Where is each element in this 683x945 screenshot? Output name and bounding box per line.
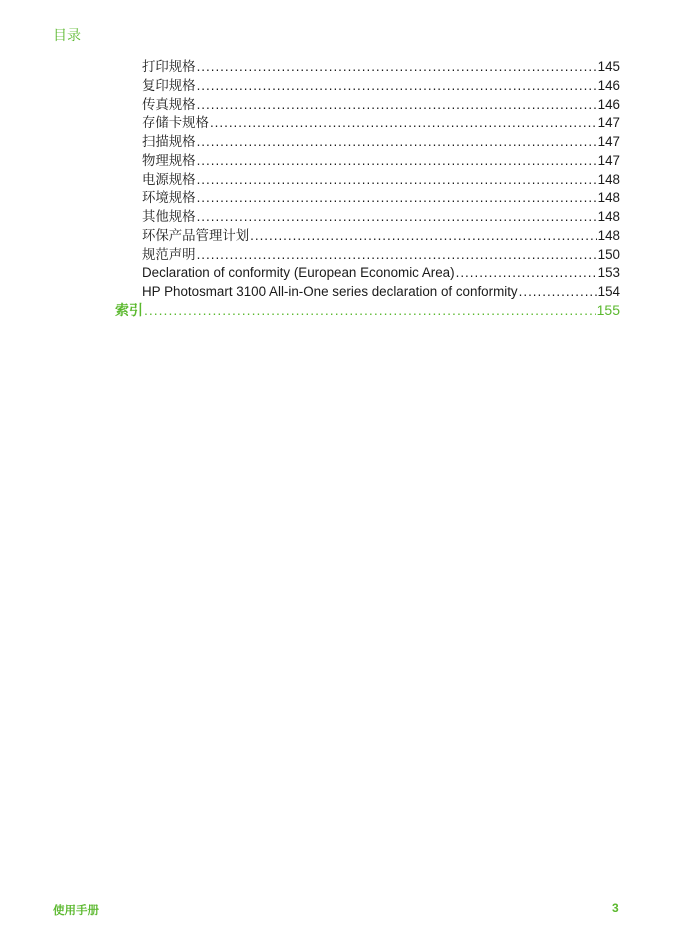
toc-entry-page: 153 xyxy=(597,265,620,280)
toc-dot-leader xyxy=(197,58,597,76)
toc-entry-page: 147 xyxy=(597,115,620,130)
toc-dot-leader xyxy=(197,96,597,114)
footer-manual-title: 使用手册 xyxy=(53,905,99,917)
toc-entry-other-specs[interactable] xyxy=(142,208,620,226)
toc-entry-page: 150 xyxy=(597,247,620,262)
toc-entry-label: 传真规格 xyxy=(142,97,196,112)
toc-entry-page: 147 xyxy=(597,134,620,149)
toc-entry-label: 环保产品管理计划 xyxy=(142,228,250,243)
toc-dot-leader xyxy=(519,283,597,301)
toc-entry-label: 其他规格 xyxy=(142,209,196,224)
toc-dot-leader xyxy=(210,114,597,132)
toc-entry-label: Declaration of conformity (European Economic Area) xyxy=(142,265,455,280)
toc-entry-print-specs[interactable] xyxy=(142,58,620,76)
toc-dot-leader xyxy=(197,152,597,170)
toc-entry-page: 147 xyxy=(597,153,620,168)
toc-entry-copy-specs[interactable] xyxy=(142,77,620,95)
toc-entry-label: HP Photosmart 3100 All-in-One series declaration of conformity xyxy=(142,284,518,299)
page-header-title: 目录 xyxy=(53,27,81,43)
toc-entry-label: 复印规格 xyxy=(142,78,196,93)
toc-entry-page: 146 xyxy=(597,97,620,112)
toc-dot-leader xyxy=(144,301,596,319)
toc-entry-environmental-program[interactable] xyxy=(142,227,620,245)
toc-entry-label: 电源规格 xyxy=(142,172,196,187)
toc-entry-declaration-hp-photosmart[interactable] xyxy=(142,283,620,301)
toc-entry-page: 148 xyxy=(597,209,620,224)
toc-entry-index[interactable] xyxy=(115,301,620,319)
toc-entry-page: 148 xyxy=(597,190,620,205)
toc-entry-label: 存储卡规格 xyxy=(142,115,209,130)
toc-entry-label: 规范声明 xyxy=(142,247,196,262)
toc-entry-page: 154 xyxy=(597,284,620,299)
toc-dot-leader xyxy=(250,227,597,245)
toc-entry-physical-specs[interactable] xyxy=(142,152,620,170)
toc-entry-page: 145 xyxy=(597,59,620,74)
toc-entry-page: 155 xyxy=(596,302,620,318)
toc-entry-label: 打印规格 xyxy=(142,59,196,74)
toc-dot-leader xyxy=(197,133,597,151)
toc-dot-leader xyxy=(197,189,597,207)
toc-entry-scan-specs[interactable] xyxy=(142,133,620,151)
toc-entry-label: 环境规格 xyxy=(142,190,196,205)
toc-entry-environment-specs[interactable] xyxy=(142,189,620,207)
toc-dot-leader xyxy=(197,171,597,189)
toc-dot-leader xyxy=(197,246,597,264)
toc-entry-label: 扫描规格 xyxy=(142,134,196,149)
toc-entry-power-specs[interactable] xyxy=(142,171,620,189)
toc-entry-page: 148 xyxy=(597,172,620,187)
toc-entry-fax-specs[interactable] xyxy=(142,96,620,114)
toc-entry-page: 146 xyxy=(597,78,620,93)
toc-dot-leader xyxy=(456,264,597,282)
toc-entry-regulatory-notices[interactable] xyxy=(142,246,620,264)
toc-entry-memory-card-specs[interactable] xyxy=(142,114,620,132)
toc-entry-page: 148 xyxy=(597,228,620,243)
toc-dot-leader xyxy=(197,77,597,95)
toc-entry-declaration-eea[interactable] xyxy=(142,264,620,282)
footer-page-number: 3 xyxy=(612,901,619,915)
toc-dot-leader xyxy=(197,208,597,226)
toc-entry-label: 物理规格 xyxy=(142,153,196,168)
toc-entry-label: 索引 xyxy=(115,302,143,318)
